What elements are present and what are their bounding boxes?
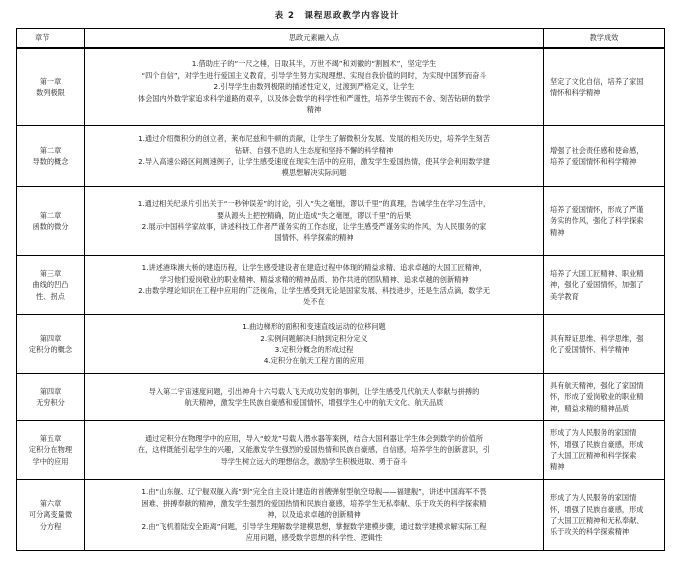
chapter-line: 第四章 — [39, 386, 62, 396]
result-line: 形成了为人民服务的家国情 — [550, 428, 637, 438]
chapter-line: 函数的微分 — [32, 222, 69, 231]
course-ideology-table — [16, 28, 665, 551]
result-line: 了大国工匠精神和无私奉献、 — [550, 516, 644, 525]
table-caption: 表 2 课程思政教学内容设计 — [274, 11, 400, 21]
content-line: 4.定积分在航天工程方面的应用 — [263, 356, 365, 366]
chapter-cell — [17, 315, 85, 374]
result-line: 具有辩证思维、科学思维，强 — [550, 333, 644, 343]
result-line: 化了爱国情怀、科学精神 — [550, 345, 630, 354]
result-line: 美学教育 — [550, 291, 579, 301]
chapter-line: 无穷积分 — [36, 398, 65, 407]
content-line: 1.通过介绍微积分的创立者，莱布尼兹和牛顿的贡献，让学生了解微积分发展、发展的相关历史，培养学生刻苦 — [138, 134, 490, 144]
chapter-line: 第一章 — [39, 76, 62, 86]
chapter-line: 第三章 — [39, 268, 62, 278]
content-line: 精神 — [306, 105, 322, 115]
result-cell — [544, 374, 665, 421]
header-chapter: 章节 — [17, 29, 85, 49]
content-line: 钻研、自强不息的人生态度和坚持不懈的科学精神 — [234, 145, 394, 155]
chapter-line: 分方程 — [39, 521, 62, 531]
chapter-line: 导数的概念 — [32, 157, 69, 166]
content-cell — [85, 480, 544, 551]
result-line: 坚定了文化自信，培养了家国 — [550, 76, 644, 86]
result-cell — [544, 480, 665, 551]
content-line: 国情怀、科学探索的精神 — [274, 233, 354, 243]
result-line: 乐于攻关的科学探索精神 — [550, 527, 630, 537]
chapter-line: 第二章 — [39, 145, 62, 155]
table-row — [17, 126, 665, 187]
content-line: 1.借助庄子的“一尺之棰，日取其半，万世不竭”和刘徽的“割圆术”，坚定学生 — [191, 59, 437, 69]
chapter-cell — [17, 421, 85, 480]
result-line: 情怀和科学精神 — [550, 88, 601, 97]
table-row — [17, 315, 665, 374]
content-line: 模思想解决实际问题 — [281, 168, 347, 178]
content-cell — [85, 187, 544, 256]
result-line: 培养了爱国情怀，形成了严谨 — [550, 204, 644, 214]
content-line: 处不在 — [303, 297, 325, 307]
header-teaching-results: 教学成效 — [544, 29, 665, 49]
result-line: 怀，形成了爱岗敬业的职业精 — [550, 392, 644, 402]
chapter-cell — [17, 256, 85, 315]
content-line: 2.导入高速公路区间测速例子，让学生感受速度在现实生活中的应用，激发学生爱国热情，使其学会利用数学建 — [138, 157, 490, 166]
table-row — [17, 187, 665, 256]
chapter-line: 性、拐点 — [36, 291, 65, 301]
header-ideology-points: 思政元素融入点 — [85, 29, 544, 49]
table-row — [17, 48, 665, 126]
chapter-line: 第六章 — [39, 498, 62, 508]
content-cell — [85, 421, 544, 480]
chapter-cell — [17, 126, 85, 187]
result-line: 神，强化了爱国情怀，加强了 — [550, 280, 644, 290]
result-line: 了大国工匠精神和科学探索 — [550, 451, 637, 460]
chapter-cell — [17, 48, 85, 126]
content-line: 2.实例问题解决归纳到定积分定义 — [260, 333, 368, 343]
content-cell — [85, 126, 544, 187]
chapter-cell — [17, 480, 85, 551]
content-line: 神，以及追求卓越的创新精神 — [267, 510, 361, 520]
content-line: 1.讲述港珠澳大桥的建造历程，让学生感受建设者在建造过程中体现的精益求精、追求卓越的大国工匠精神， — [141, 263, 487, 273]
result-cell — [544, 187, 665, 256]
chapter-cell — [17, 187, 85, 256]
table-row — [17, 480, 665, 551]
content-line: 在，这样既能引起学生的兴趣，又能激发学生强烈的爱国热情和民族自豪感，自信感，培养学生的创新意识，引 — [137, 445, 491, 455]
content-cell — [85, 48, 544, 126]
result-cell — [544, 256, 665, 315]
result-line: 怀，增强了民族自豪感，形成 — [550, 504, 644, 514]
result-line: 神，精益求精的精神品质 — [550, 403, 630, 413]
result-cell — [544, 126, 665, 187]
content-line: 3.定积分概念的形成过程 — [274, 345, 354, 354]
result-line: 务实的作风，强化了科学探索 — [550, 216, 644, 226]
content-line: 要从源头上把控精确，防止造成“失之毫厘，谬以千里”的后果 — [216, 210, 412, 220]
chapter-line: 数列极限 — [36, 88, 65, 97]
result-cell — [544, 315, 665, 374]
content-line: 2.展示中国科学家故事，讲述科技工作者严谨务实的工作态度，让学生感受严谨务实的作风，为人民服务的家 — [141, 222, 487, 231]
result-cell — [544, 421, 665, 480]
chapter-line: 第四章 — [39, 333, 62, 343]
chapter-line: 定积分在物理 — [28, 445, 73, 455]
content-line: 导学生树立远大的理想信念，激励学生积极进取、勇于奋斗 — [220, 456, 408, 466]
content-line: 困难、拼搏奉献的精神，激发学生强烈的爱国热情和民族自豪感，培养学生无私奉献、乐于攻关的科学探索精 — [141, 498, 487, 508]
content-cell — [85, 374, 544, 421]
content-cell — [85, 315, 544, 374]
content-line: 学习他们爱岗敬业的职业精神、精益求精的精神品质、协作共进的团队精神、追求卓越的创新精神 — [159, 274, 469, 284]
content-line: 通过定积分在物理学中的应用，导入“蛟龙”号载人潜水器等案例，结合大国利器让学生体会到数学的价值所 — [144, 433, 484, 443]
content-line: 航天精神，激发学生民族自豪感和爱国情怀，增强学生心中的航天文化、航天品质 — [184, 398, 444, 407]
content-line: 2.引导学生由数列极限的描述性定义，过渡到严格定义，让学生 — [213, 82, 415, 92]
content-line: 1.曲边梯形的面积和变速直线运动的位移问题 — [242, 322, 386, 332]
table-row — [17, 421, 665, 480]
chapter-line: 曲线的凹凸 — [32, 280, 69, 290]
chapter-line: 学中的应用 — [32, 456, 69, 466]
content-line: 1.由“山东舰、辽宁舰双舰入海”到“完全自主设计建造的首艘弹射型航空母舰——福建舰”，讲述中国海军不畏 — [141, 487, 487, 497]
result-line: 形成了为人民服务的家国情 — [550, 493, 637, 503]
chapter-line: 第五章 — [39, 433, 62, 443]
table-header-row — [17, 29, 665, 49]
content-line: 1.通过相关纪录片引出关于“一秒钟误差”的讨论，引入“失之毫厘，谬以千里”的真理，告诫学生在学习生活中， — [137, 199, 491, 209]
table-row — [17, 374, 665, 421]
chapter-cell — [17, 374, 85, 421]
content-line: 体会国内外数学家追求科学道路的艰辛，以及体会数学的科学性和严谨性，培养学生锲而不舍、刻苦钻研的数学 — [137, 93, 491, 103]
content-cell — [85, 256, 544, 315]
content-line: 2.由“飞机着陆安全距离”问题，引导学生理解数学建模思想，掌握数学建模步骤，通过数学建模求解实际工程 — [141, 521, 487, 531]
table-row — [17, 256, 665, 315]
result-line: 增强了社会责任感和使命感， — [550, 145, 644, 155]
content-line: 2.由数学理论知识在工程中应用的广泛视角，让学生感受到无论是国家发展、科技进步，还是生活点滴，数学无 — [138, 286, 490, 295]
content-line: 应用问题，感受数学思想的科学性、逻辑性 — [245, 533, 383, 543]
result-line: 精神 — [550, 462, 565, 472]
content-line: “四个自信”，对学生进行爱国主义教育，引导学生努力实现理想、实现自我价值的同时，为实现中国梦而奋斗 — [141, 70, 487, 80]
chapter-line: 可分离变量微 — [28, 510, 73, 520]
content-line: 导入第二宇宙速度问题，引出神舟十六号载人飞天成功发射的事例，让学生感受几代航天人奉献与拼搏的 — [148, 386, 480, 396]
result-cell — [544, 48, 665, 126]
chapter-line: 第二章 — [39, 210, 62, 220]
result-line: 怀，增强了民族自豪感，形成 — [550, 439, 644, 449]
result-line: 培养了大国工匠精神、职业精 — [550, 268, 644, 278]
chapter-line: 定积分的概念 — [28, 345, 73, 354]
result-line: 具有航天精神，强化了家国情 — [550, 380, 644, 390]
result-line: 精神 — [550, 227, 565, 237]
result-line: 培养了爱国情怀和科学精神 — [550, 157, 637, 166]
